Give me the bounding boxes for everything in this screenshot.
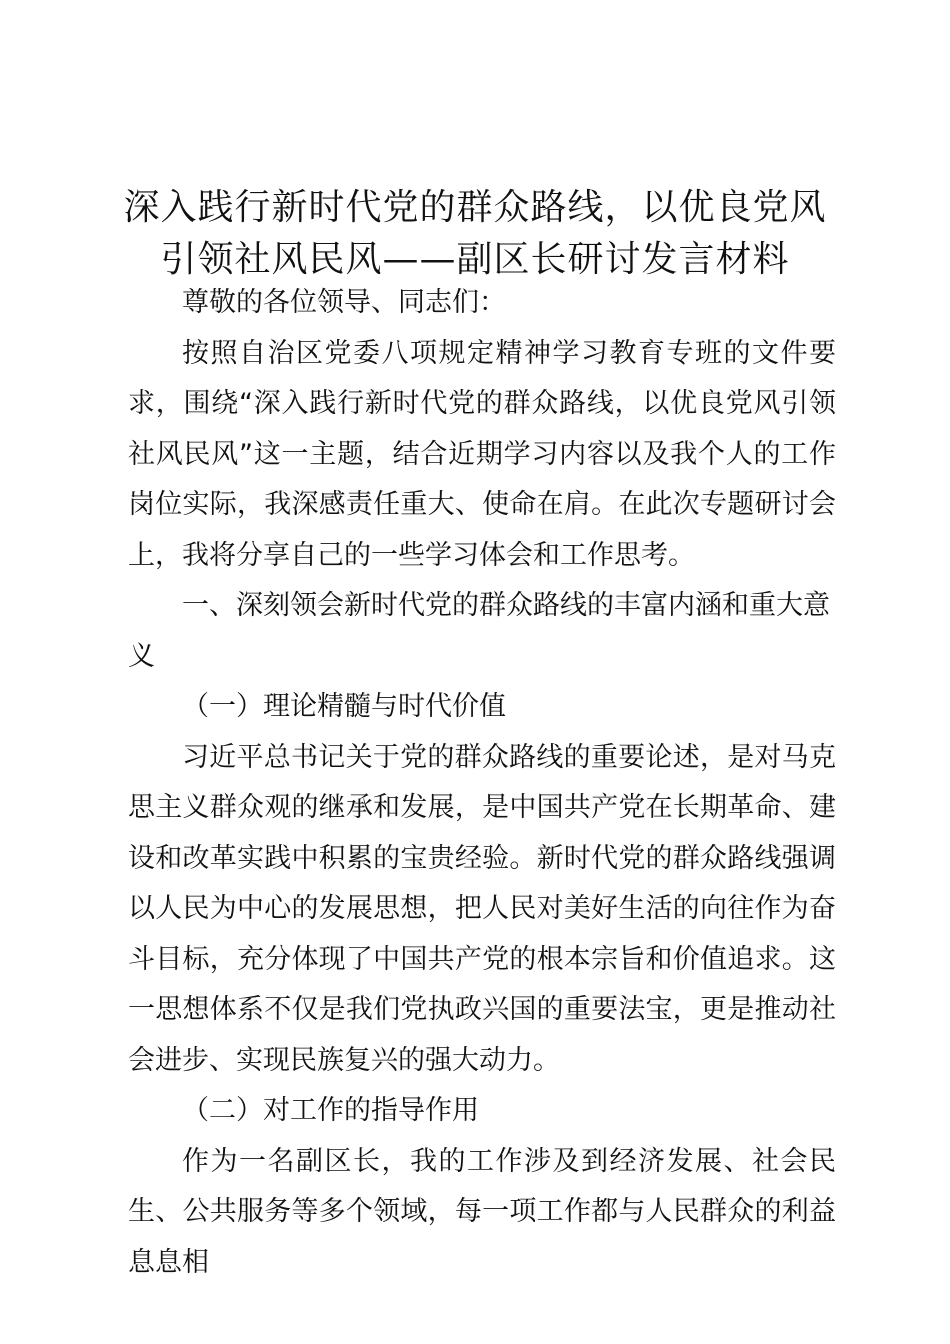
subsection-1-paragraph: 习近平总书记关于党的群众路线的重要论述，是对马克思主义群众观的继承和发展，是中国共产党在长期革命、建设和改革实践中积累的宝贵经验。新时代党的群众路线强调以人民为中心的发展思想，把人民对美好生活的向往作为奋斗目标，充分体现了中国共产党的根本宗旨和价值追求。这一思想体系不仅是我们党执政兴国的重要法宝，更是推动社会进步、实现民族复兴的强大动力。	[128, 741, 836, 1076]
subsection-heading-1: （一）理论精髓与时代价值	[182, 691, 506, 722]
subsection-heading-2: （二）对工作的指导作用	[182, 1095, 479, 1126]
document-body	[128, 278, 836, 1288]
intro-paragraph: 按照自治区党委八项规定精神学习教育专班的文件要求，围绕“深入践行新时代党的群众路线，以优良党风引领社风民风”这一主题，结合近期学习内容以及我个人的工作岗位实际，我深感责任重大、使命在肩。在此次专题研讨会上，我将分享自己的一些学习体会和工作思考。	[128, 337, 836, 571]
document-title: 深入践行新时代党的群众路线，以优良党风引领社风民风——副区长研讨发言材料	[123, 187, 827, 280]
subsection-2-paragraph: 作为一名副区长，我的工作涉及到经济发展、社会民生、公共服务等多个领域，每一项工作都与人民群众的利益息息相	[128, 1145, 836, 1278]
salutation: 尊敬的各位领导、同志们：	[182, 287, 506, 318]
section-heading-1: 一、深刻领会新时代党的群众路线的丰富内涵和重大意义	[128, 590, 830, 672]
